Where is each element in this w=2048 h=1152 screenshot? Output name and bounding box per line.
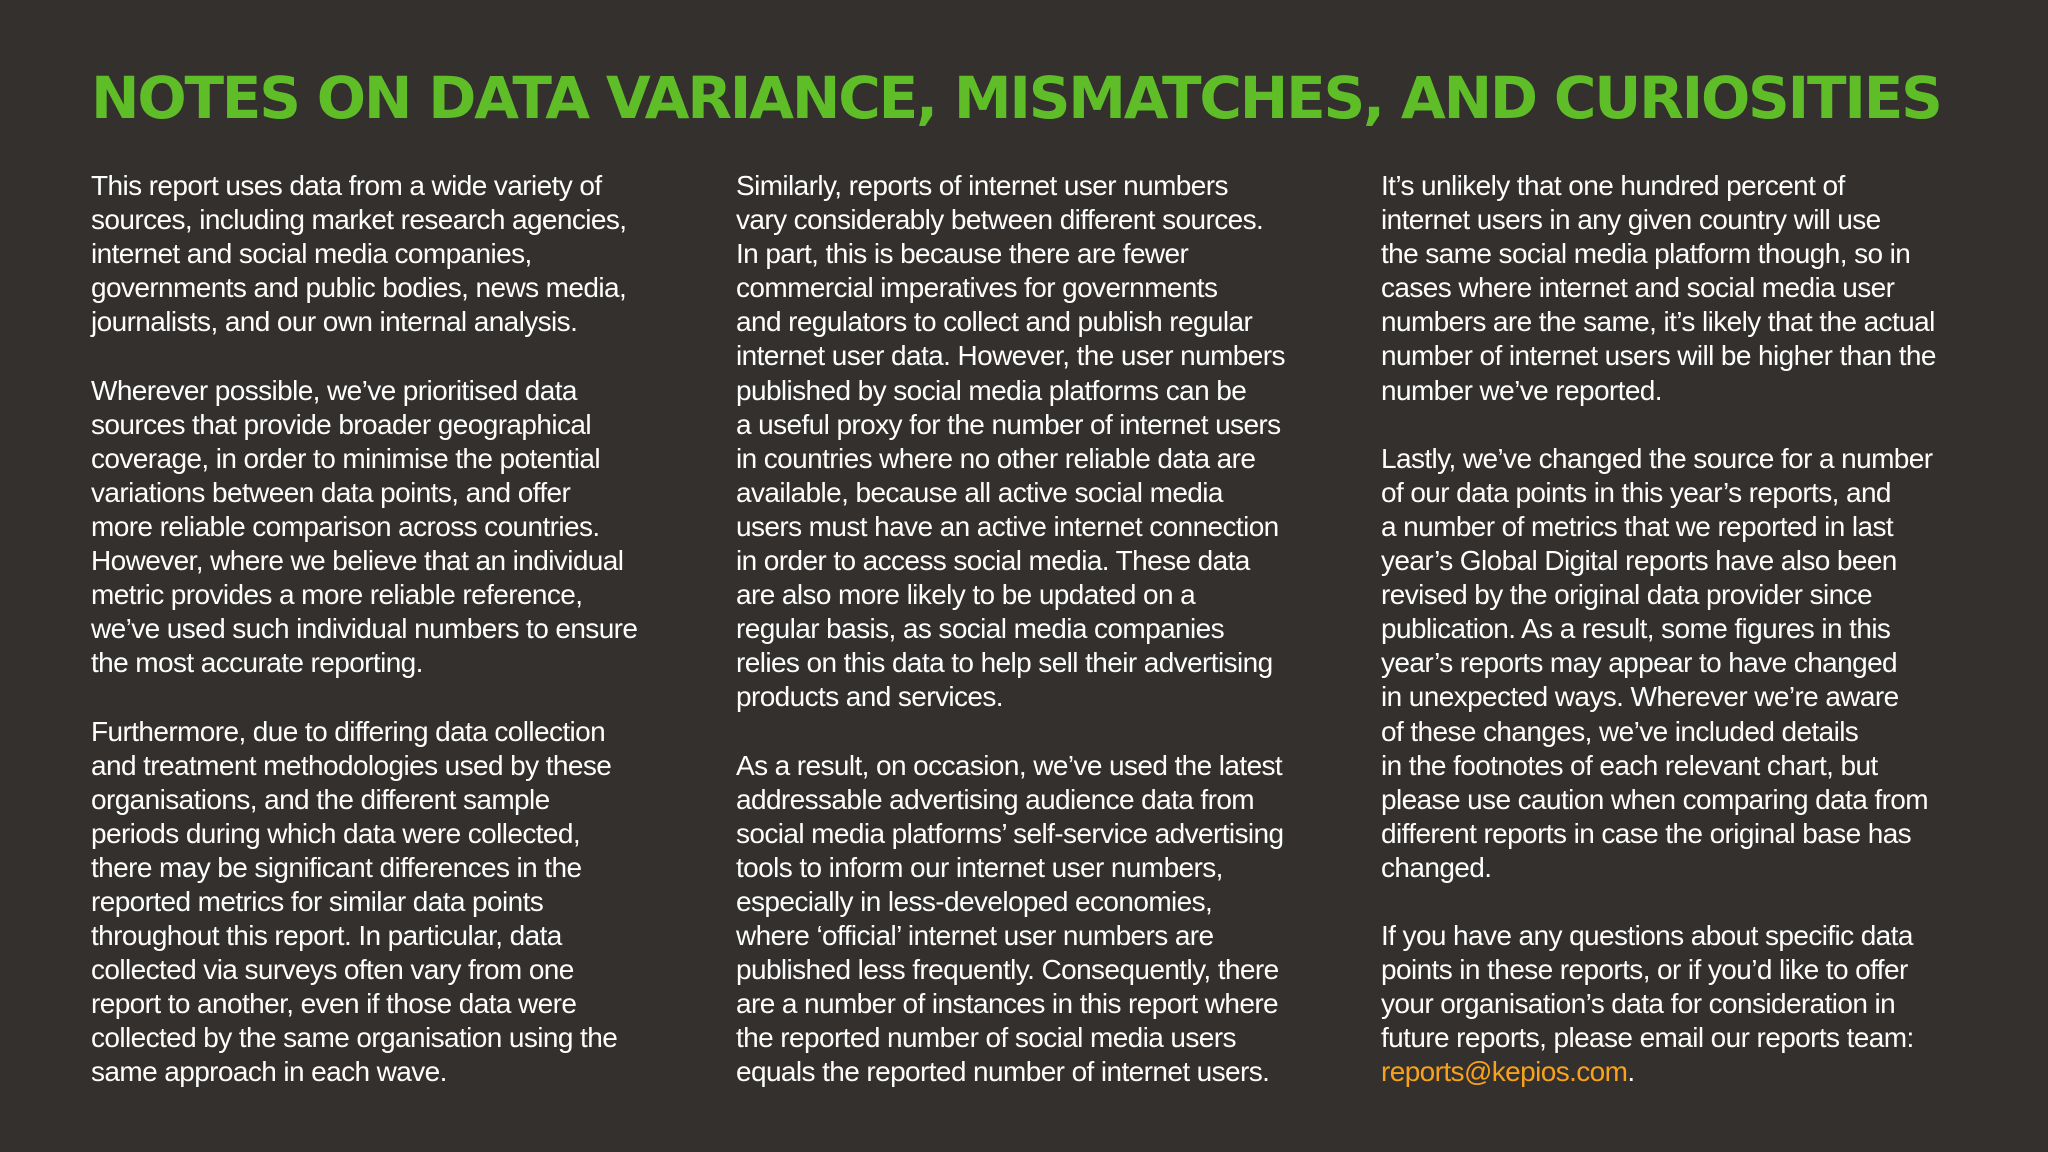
text-line: revised by the original data provider since <box>1381 579 1872 611</box>
text-line: we’ve used such individual numbers to ensure <box>91 613 638 645</box>
text-line: more reliable comparison across countries. <box>91 510 600 542</box>
text-line: In part, this is because there are fewer <box>736 238 1189 270</box>
text-line: in countries where no other reliable data are <box>736 442 1256 474</box>
text-column-1 <box>91 169 681 1090</box>
text-line: points in these reports, or if you’d like to offer <box>1381 954 1908 986</box>
paragraph-source-changes <box>1381 442 1971 885</box>
text-line: reported metrics for similar data points <box>91 885 544 917</box>
text-line: governments and public bodies, news media, <box>91 272 627 304</box>
text-line: relies on this data to help sell their advertising <box>736 647 1273 679</box>
text-line: sources, including market research agencies, <box>91 204 627 236</box>
text-line: in order to access social media. These data <box>736 545 1250 577</box>
text-line: year’s Global Digital reports have also been <box>1381 545 1897 577</box>
email-suffix: . <box>1627 1056 1635 1088</box>
text-line: the reported number of social media users <box>736 1022 1236 1054</box>
text-line: equals the reported number of internet users. <box>736 1056 1270 1088</box>
email-line <box>1381 1055 1971 1089</box>
text-line: Furthermore, due to differing data collection <box>91 715 606 747</box>
text-line: in the footnotes of each relevant chart, but <box>1381 749 1878 781</box>
text-line: Lastly, we’ve changed the source for a number <box>1381 442 1933 474</box>
text-line: tools to inform our internet user numbers, <box>736 851 1223 883</box>
text-line: It’s unlikely that one hundred percent of <box>1381 170 1845 201</box>
text-line: internet user data. However, the user numbers <box>736 340 1285 372</box>
text-line: a useful proxy for the number of internet users <box>736 408 1281 440</box>
text-line: coverage, in order to minimise the potential <box>91 442 600 474</box>
text-line: are a number of instances in this report where <box>736 988 1279 1020</box>
paragraph-prioritised-sources <box>91 374 681 681</box>
text-line: of these changes, we’ve included details <box>1381 715 1859 747</box>
text-line: future reports, please email our reports team: <box>1381 1022 1914 1054</box>
text-line: collected by the same organisation using the <box>91 1022 618 1054</box>
text-line: and regulators to collect and publish regular <box>736 306 1253 338</box>
text-line: in unexpected ways. Wherever we’re aware <box>1381 681 1899 713</box>
text-column-2 <box>736 169 1326 1090</box>
text-line: number of internet users will be higher than the <box>1381 340 1936 372</box>
text-line: cases where internet and social media user <box>1381 272 1895 304</box>
text-line: journalists, and our own internal analysis. <box>91 306 578 338</box>
text-line: collected via surveys often vary from one <box>91 954 574 986</box>
text-line: vary considerably between different sources. <box>736 204 1264 236</box>
text-line: of our data points in this year’s reports, and <box>1381 476 1891 508</box>
text-line: a number of metrics that we reported in last <box>1381 510 1894 542</box>
text-line: users must have an active internet connection <box>736 510 1279 542</box>
text-line: especially in less-developed economies, <box>736 885 1213 917</box>
text-line: please use caution when comparing data from <box>1381 783 1928 815</box>
text-line: published by social media platforms can be <box>736 374 1247 406</box>
text-line: report to another, even if those data were <box>91 988 577 1020</box>
text-line: internet users in any given country will use <box>1381 204 1881 236</box>
text-line: published less frequently. Consequently, there <box>736 954 1279 986</box>
text-line: Similarly, reports of internet user numbers <box>736 170 1228 201</box>
text-line: year’s reports may appear to have changed <box>1381 647 1898 679</box>
paragraph-data-sources <box>91 169 681 339</box>
text-line: number we’ve reported. <box>1381 374 1662 406</box>
text-line: However, where we believe that an individual <box>91 545 624 577</box>
text-line: same approach in each wave. <box>91 1056 447 1088</box>
text-line: where ‘official’ internet user numbers are <box>736 920 1214 952</box>
text-line: and treatment methodologies used by these <box>91 749 612 781</box>
text-line: internet and social media companies, <box>91 238 532 270</box>
text-line: metric provides a more reliable reference, <box>91 579 583 611</box>
text-line: different reports in case the original base has <box>1381 817 1912 849</box>
text-line: If you have any questions about specific data <box>1381 920 1913 952</box>
text-line: As a result, on occasion, we’ve used the latest <box>736 749 1283 781</box>
text-line: numbers are the same, it’s likely that the actual <box>1381 306 1935 338</box>
text-column-3 <box>1381 169 1971 1090</box>
email-link[interactable]: reports@kepios.com <box>1381 1056 1628 1088</box>
text-line: your organisation’s data for consideration in <box>1381 988 1896 1020</box>
paragraph-methodologies <box>91 715 681 1090</box>
text-line: sources that provide broader geographical <box>91 408 591 440</box>
text-line: addressable advertising audience data from <box>736 783 1255 815</box>
text-line: throughout this report. In particular, data <box>91 920 562 952</box>
text-line: regular basis, as social media companies <box>736 613 1225 645</box>
text-line: commercial imperatives for governments <box>736 272 1218 304</box>
page-title: NOTES ON DATA VARIANCE, MISMATCHES, AND CURIOSITIES <box>91 64 1941 132</box>
text-line: changed. <box>1381 851 1492 883</box>
text-line: available, because all active social media <box>736 476 1223 508</box>
text-line: variations between data points, and offer <box>91 476 571 508</box>
paragraph-same-platform <box>1381 169 1971 408</box>
text-line: social media platforms’ self-service advertising <box>736 817 1284 849</box>
text-line: products and services. <box>736 681 1003 713</box>
text-line: This report uses data from a wide variety of <box>91 170 602 201</box>
text-line: the same social media platform though, so in <box>1381 238 1911 270</box>
paragraph-internet-user-numbers <box>736 169 1326 715</box>
text-line: publication. As a result, some figures in this <box>1381 613 1891 645</box>
text-line: the most accurate reporting. <box>91 647 423 679</box>
text-line: organisations, and the different sample <box>91 783 550 815</box>
text-line: are also more likely to be updated on a <box>736 579 1196 611</box>
paragraph-advertising-audience <box>736 749 1326 1090</box>
paragraph-contact <box>1381 919 1971 1089</box>
text-line: there may be significant differences in the <box>91 851 582 883</box>
text-line: periods during which data were collected, <box>91 817 581 849</box>
text-line: Wherever possible, we’ve prioritised data <box>91 374 577 406</box>
